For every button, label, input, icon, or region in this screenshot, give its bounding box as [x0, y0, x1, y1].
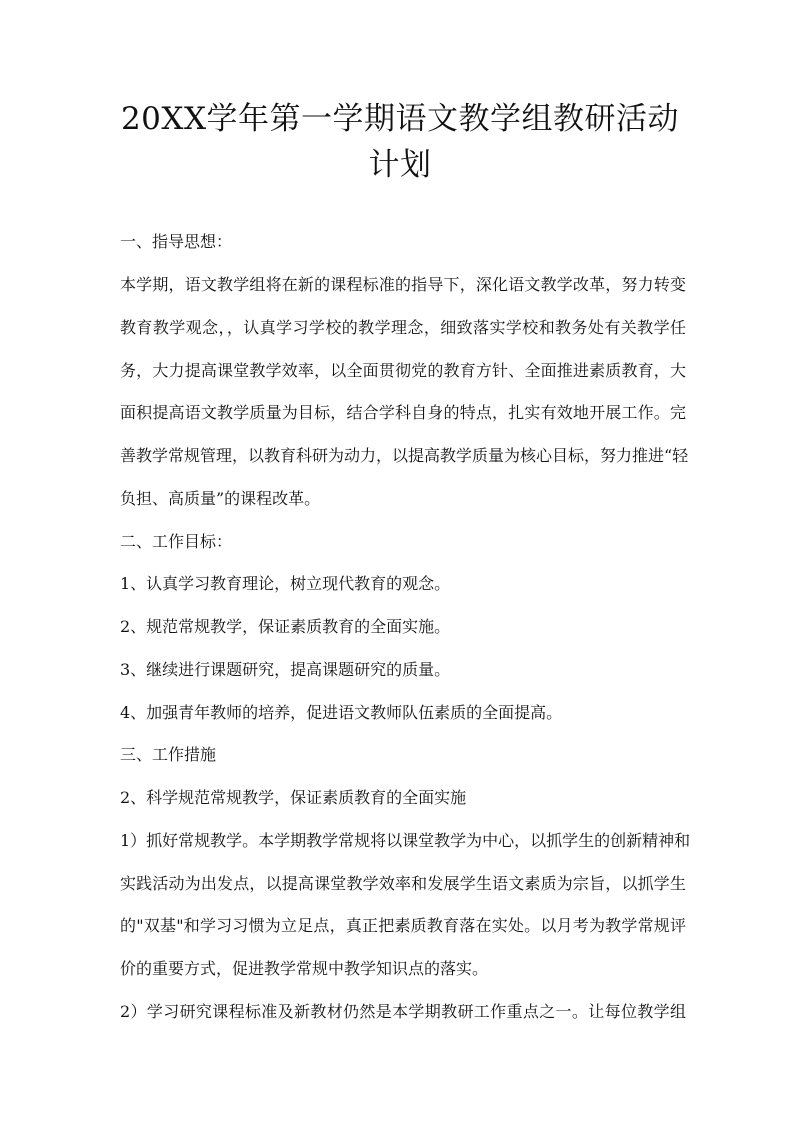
- section-heading-work-measures: 三、工作措施: [120, 745, 217, 764]
- paragraph-line: 2）学习研究课程标准及新教材仍然是本学期教研工作重点之一。让每位教学组: [120, 1002, 686, 1021]
- goal-item: 4、加强青年教师的培养，促进语文教师队伍素质的全面提高。: [120, 703, 563, 722]
- goal-item: 1、认真学习教育理论，树立现代教育的观念。: [120, 574, 451, 593]
- paragraph-line: 面积提高语文教学质量为目标，结合学科自身的特点，扎实有效地开展工作。完: [120, 403, 686, 422]
- section-heading-work-goals: 二、工作目标：: [120, 532, 233, 551]
- paragraph-line: 价的重要方式，促进教学常规中教学知识点的落实。: [120, 959, 489, 978]
- paragraph-line: 1）抓好常规教学。本学期教学常规将以课堂教学为中心，以抓学生的创新精神和: [120, 831, 691, 850]
- document-title: 20XX学年第一学期语文教学组教研活动计划: [120, 101, 680, 183]
- paragraph-line: 教育教学观念，，认真学习学校的教学理念，细致落实学校和教务处有关教学任: [120, 318, 686, 337]
- paragraph-line: 本学期，语文教学组将在新的课程标准的指导下，深化语文教学改革，努力转变: [120, 275, 686, 294]
- section-heading-guiding-ideas: 一、指导思想：: [120, 232, 233, 251]
- goal-item: 3、继续进行课题研究，提高课题研究的质量。: [120, 660, 451, 679]
- paragraph-line: 实践活动为出发点，以提高课堂教学效率和发展学生语文素质为宗旨，以抓学生: [120, 874, 686, 893]
- paragraph-line: 务，大力提高课堂教学效率，以全面贯彻党的教育方针、全面推进素质教育，大: [120, 361, 686, 380]
- paragraph-line: 善教学常规管理，以教育科研为动力，以提高教学质量为核心目标，努力推进“轻: [120, 446, 689, 465]
- measure-item: 2、科学规范常规教学，保证素质教育的全面实施: [120, 788, 467, 807]
- goal-item: 2、规范常规教学，保证素质教育的全面实施。: [120, 617, 451, 636]
- paragraph-line: 的"双基"和学习习惯为立足点，真正把素质教育落在实处。以月考为教学常规评: [120, 916, 686, 935]
- paragraph-line: 负担、高质量”的课程改革。: [120, 489, 321, 508]
